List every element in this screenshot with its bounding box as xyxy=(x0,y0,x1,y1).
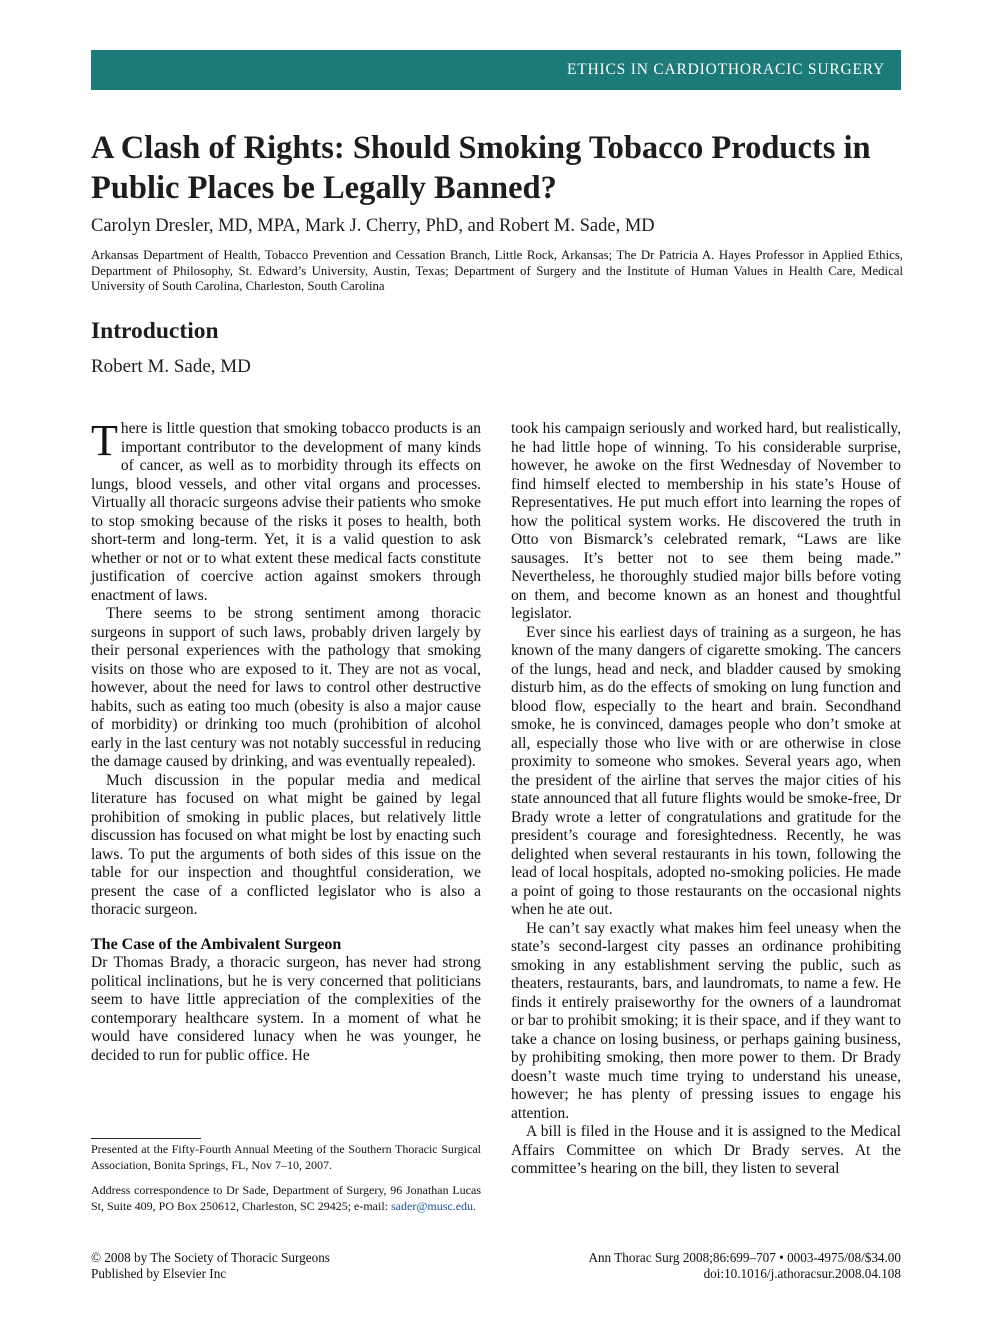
paragraph-text: here is little question that smoking tobacco products is an important contributor to the development of many kinds of cancer, as well as to morbidity through its effects on lungs, blood vessels, and other vital organs and processes. Virtually all thoracic surgeons advise their patients who smoke to stop smoking because of the risks it poses to health, both short-term and long-term. Yet, it is a valid question to ask whether or not or to what extent these medical facts constitute justification of coercive action against smokers through enactment of laws. xyxy=(91,420,481,604)
copyright: © 2008 by The Society of Thoracic Surgeons xyxy=(91,1250,330,1265)
subsection-heading: The Case of the Ambivalent Surgeon xyxy=(91,935,342,953)
footnote-divider xyxy=(91,1138,201,1139)
paragraph: Ever since his earliest days of training as a surgeon, he has known of the many dangers of cigarette smoking. The cancers of the lungs, head and neck, and bladder caused by smoking disturb him, as do the effects of smoking on lung function and blood flow, especially to the heart and brain. Secondhand smoke, he is convinced, damages people who don’t smoke at all, especially those who live with or are otherwise in close proximity to someone who smokes. Several years ago, when the president of the airline that serves the major cities of his state announced that all future flights would be smoke-free, Dr Brady wrote a letter of congratulations and gratitude for the president’s courage and foresightedness. Recently, he was delighted when several restaurants in his town, following the lead of local hospitals, adopted no-smoking policies. He made a point of going to those restaurants on the occasional nights when he ate out. xyxy=(511,623,901,918)
paragraph: There seems to be strong sentiment among thoracic surgeons in support of such laws, probably driven largely by their personal experiences with the pathology that smoking visits on those who are exposed to it. They are not as vocal, however, about the need for laws to control other destructive habits, such as eating too much (obesity is also a major cause of morbidity) or drinking too much (prohibition of alcohol early in the last century was not notably successful in reducing the damage caused by drinking, and was eventually repealed). xyxy=(91,605,481,770)
paragraph: Dr Thomas Brady, a thoracic surgeon, has never had strong political inclinations, but he is very concerned that politicians seem to have little appreciation of the complexities of the contemporary healthcare system. In a moment of what he would have considered lunacy when he was younger, he decided to run for public office. He xyxy=(91,954,481,1064)
footnotes xyxy=(91,1142,481,1224)
publisher: Published by Elsevier Inc xyxy=(91,1266,227,1281)
paragraph xyxy=(91,416,481,605)
doi: doi:10.1016/j.athoracsur.2008.04.108 xyxy=(703,1266,901,1281)
footer-left xyxy=(91,1250,330,1282)
article-title: A Clash of Rights: Should Smoking Tobacco Products in Public Places be Legally Banned? xyxy=(91,130,871,206)
section-heading: Introduction xyxy=(91,318,219,344)
body-column-left xyxy=(91,416,481,1065)
footnote-presented: Presented at the Fifty-Fourth Annual Meeting of the Southern Thoracic Surgical Association, Bonita Springs, FL, Nov 7–10, 2007. xyxy=(91,1142,481,1172)
author-affiliations: Arkansas Department of Health, Tobacco Prevention and Cessation Branch, Little Rock, Arkansas; The Dr Patricia A. Hayes Professor in Applied Ethics, Department of Philosophy, St. Edward’s University, Austin, Texas; Department of Surgery and the Institute of Human Values in Health Care, Medical University of South Carolina, Charleston, South Carolina xyxy=(91,248,903,293)
drop-cap: T xyxy=(91,416,118,465)
paragraph: A bill is filed in the House and it is assigned to the Medical Affairs Committee on which Dr Brady serves. At the committee’s hearing on the bill, they listen to several xyxy=(511,1123,901,1177)
paragraph: took his campaign seriously and worked hard, but realistically, he had little hope of winning. To his considerable surprise, however, he awoke on the first Wednesday of November to find himself elected to membership in his state’s House of Representatives. He put much effort into learning the ropes of how the political system works. He discovered the truth in Otto von Bismarck’s celebrated remark, “Laws are like sausages. It’s better not to see them being made.” Nevertheless, he thoroughly studied major bills before voting on them, and become known as an honest and thoughtful legislator. xyxy=(511,420,901,622)
section-banner xyxy=(91,50,901,90)
body-column-right xyxy=(511,420,901,1179)
footnote-address xyxy=(91,1183,481,1214)
paragraph: He can’t say exactly what makes him feel uneasy when the state’s second-largest city passes an ordinance prohibiting smoking in any establishment serving the public, such as theaters, restaurants, bars, and laundromats, to name a few. He finds it entirely praiseworthy for the owners of a laundromat or bar to prohibit smoking; it is their space, and if they want to take a chance on losing business, or perhaps gaining business, by prohibiting smoking, then more power to them. Dr Brady doesn’t waste much time trying to understand his unease, however; he has plenty of pressing issues to engage his attention. xyxy=(511,919,901,1122)
email-tail: . xyxy=(473,1198,477,1213)
section-label: ETHICS IN CARDIOTHORACIC SURGERY xyxy=(567,61,885,78)
email-link[interactable]: sader@musc.edu xyxy=(391,1198,474,1213)
article-authors: Carolyn Dresler, MD, MPA, Mark J. Cherry, PhD, and Robert M. Sade, MD xyxy=(91,216,655,236)
paragraph: Much discussion in the popular media and medical literature has focused on what might be gained by legal prohibition of smoking in public places, but relatively little discussion has focused on what might be lost by enacting such laws. To put the arguments of both sides of this issue on the table for our inspection and thoughtful consideration, we present the case of a conflicted legislator who is also a thoracic surgeon. xyxy=(91,771,481,918)
citation: Ann Thorac Surg 2008;86:699–707 • 0003-4975/08/$34.00 xyxy=(588,1250,901,1265)
footer-right xyxy=(588,1250,901,1282)
address-text: Address correspondence to Dr Sade, Department of Surgery, 96 Jonathan Lucas St, Suite 409, PO Box 250612, Charleston, SC 29425; e-mail: xyxy=(91,1183,481,1213)
section-author: Robert M. Sade, MD xyxy=(91,356,251,377)
